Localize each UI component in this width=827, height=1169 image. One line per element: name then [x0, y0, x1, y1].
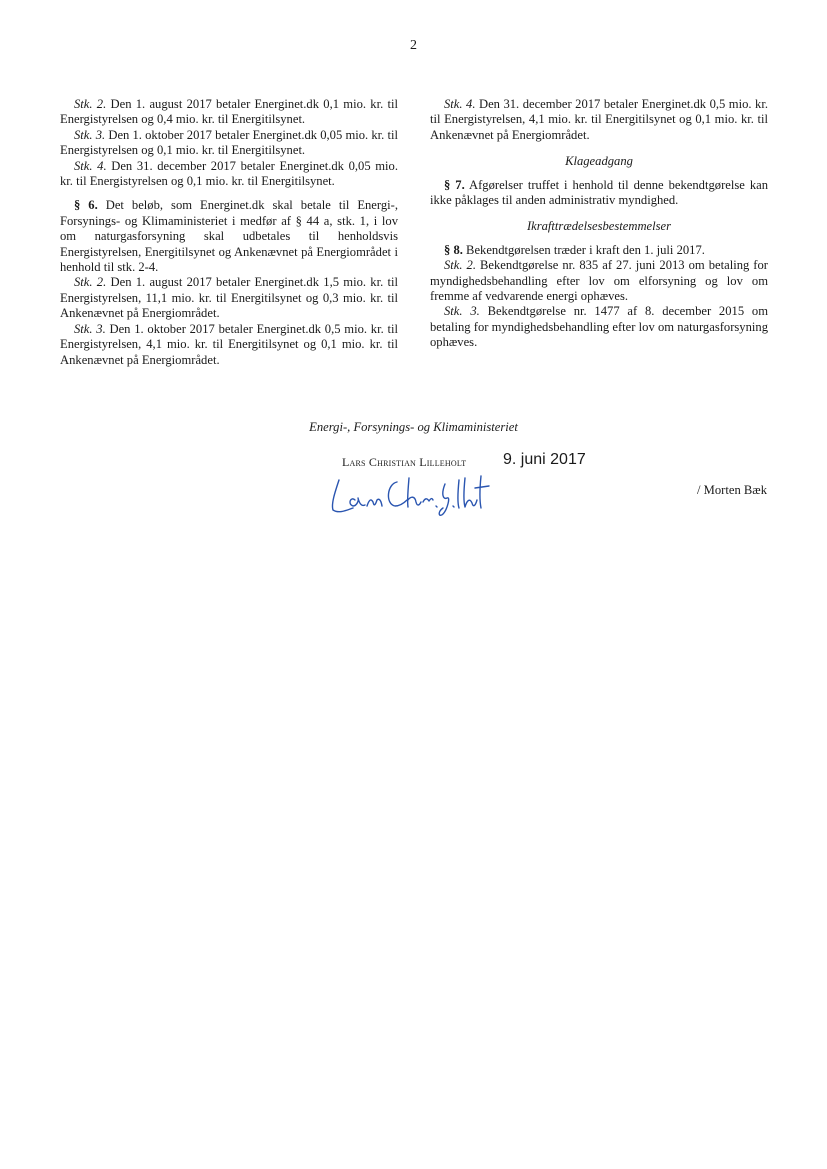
paragraph: [60, 97, 398, 128]
section-label: § 6.: [74, 198, 98, 213]
paragraph-text: Den 1. august 2017 betaler Energinet.dk 1,5 mio. kr. til Energistyrelsen, 11,1 mio. kr. til Energitilsynet og 0,3 mio. kr. til Ankenævnet på Energiområdet.: [60, 275, 398, 321]
paragraph-text: Det beløb, som Energinet.dk skal betale til Energi-, Forsynings- og Klimaministeriet i medfør af § 44 a, stk. 1, i lov om naturgasforsyning skal udbetales til henholdsvis Energistyrelsen, Energitilsynet og Ankenævnet på Energiområdet i henhold til stk. 2-4.: [60, 198, 399, 275]
left-column: [60, 97, 398, 368]
stk-label: Stk. 3.: [74, 127, 106, 142]
stk-label: Stk. 4.: [74, 158, 107, 173]
paragraph-text: Den 31. december 2017 betaler Energinet.dk 0,5 mio. kr. til Energistyrelsen, 4,1 mio. kr. til Energitilsynet og 0,1 mio. kr. til Ankenævnet på Energiområdet.: [430, 97, 768, 142]
paragraph: [60, 159, 398, 190]
paragraph-text: Den 1. august 2017 betaler Energinet.dk 0,1 mio. kr. til Energistyrelsen og 0,4 mio. kr. til Energitilsynet.: [60, 97, 398, 127]
ministry-name: Energi-, Forsynings- og Klimaministeriet: [309, 420, 518, 434]
right-column: [430, 97, 768, 351]
paragraph-text: Den 1. oktober 2017 betaler Energinet.dk 0,05 mio. kr. til Energistyrelsen og 0,1 mio. kr. til Energitilsynet.: [60, 127, 398, 158]
section-heading: Klageadgang: [565, 154, 633, 169]
stk-label: Stk. 3.: [444, 304, 480, 319]
signature-date: 9. juni 2017: [503, 451, 586, 468]
paragraph: [430, 178, 768, 209]
paragraph: [430, 243, 768, 258]
section-label: § 7.: [444, 177, 465, 192]
paragraph-text: Den 1. oktober 2017 betaler Energinet.dk 0,5 mio. kr. til Energistyrelsen, 4,1 mio. kr. til Energitilsynet og 0,1 mio. kr. til Ankenævnet på Energiområdet.: [60, 321, 398, 367]
paragraph-text: Bekendtgørelse nr. 1477 af 8. december 2015 om betaling for myndighedsbehandling efter lov om naturgasforsyning ophæves.: [430, 304, 768, 350]
stk-label: Stk. 2.: [74, 275, 107, 290]
stk-label: Stk. 2.: [74, 97, 107, 111]
stk-label: Stk. 3.: [74, 321, 106, 336]
paragraph: [430, 258, 768, 304]
paragraph: [60, 322, 398, 368]
paragraph: [60, 128, 398, 159]
section-heading: Ikrafttrædelsesbestemmelser: [526, 219, 672, 234]
section-label: § 8.: [444, 242, 463, 257]
stk-label: Stk. 2.: [444, 258, 476, 273]
handwritten-signature: [325, 470, 495, 520]
paragraph: [60, 198, 398, 275]
paragraph: [60, 275, 398, 321]
paragraph: [430, 304, 768, 350]
paragraph-text: Bekendtgørelsen træder i kraft den 1. juli 2017.: [462, 242, 705, 257]
paragraph-text: Den 31. december 2017 betaler Energinet.dk 0,05 mio. kr. til Energistyrelsen og 0,1 mio. kr. til Energitilsynet.: [60, 158, 398, 189]
page-number: 2: [410, 38, 417, 53]
co-signer: / Morten Bæk: [697, 483, 767, 497]
paragraph: [430, 97, 768, 143]
minister-name: Lars Christian Lilleholt: [342, 455, 467, 469]
paragraph-text: Bekendtgørelse nr. 835 af 27. juni 2013 om betaling for myndighedsbehandling efter lov om elforsyning og lov om fremme af vedvarende energi ophæves.: [430, 258, 768, 304]
paragraph-text: Afgørelser truffet i henhold til denne bekendtgørelse kan ikke påklages til anden administrativ myndighed.: [430, 177, 769, 208]
stk-label: Stk. 4.: [444, 97, 476, 111]
